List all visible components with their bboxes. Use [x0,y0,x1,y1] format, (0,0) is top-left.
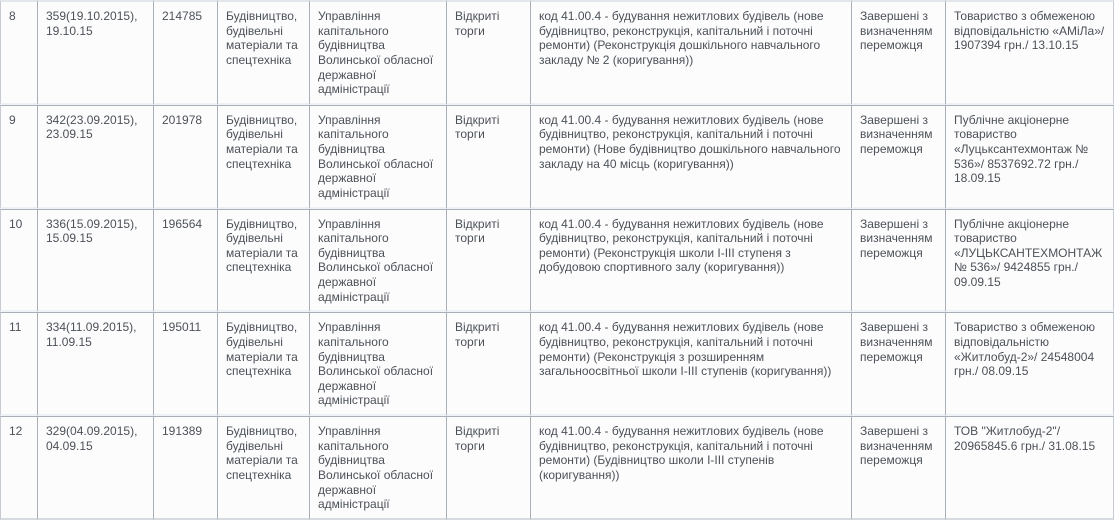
table-row [0,312,1114,416]
cell-tender-id: 214785 [154,0,218,105]
cell-row-number: 8 [0,0,38,105]
cell-procedure-type: Відкриті торги [447,209,531,313]
table-row [0,105,1114,209]
cell-status: Завершені з визначенням переможця [852,209,946,313]
cell-customer: Управління капітального будівництва Волинської обласної державної адміністрації [310,0,447,105]
cell-winner: Товариство з обмеженою відповідальністю «АМіЛа»/ 1907394 грн./ 13.10.15 [946,0,1114,105]
cell-row-number: 11 [0,312,38,416]
cell-category: Будівництво, будівельні матеріали та спецтехніка [218,209,310,313]
cell-row-number: 12 [0,416,38,520]
cell-status: Завершені з визначенням переможця [852,0,946,105]
table-row [0,209,1114,313]
cell-winner: ТОВ "Житлобуд-2"/ 20965845.6 грн./ 31.08.15 [946,416,1114,520]
cell-order-date: 336(15.09.2015), 15.09.15 [38,209,154,313]
cell-customer: Управління капітального будівництва Волинської обласної державної адміністрації [310,416,447,520]
cell-customer: Управління капітального будівництва Волинської обласної державної адміністрації [310,209,447,313]
cell-order-date: 329(04.09.2015), 04.09.15 [38,416,154,520]
cell-row-number: 9 [0,105,38,209]
cell-subject: код 41.00.4 - будування нежитлових будівель (нове будівництво, реконструкція, капітальний і поточні ремонти) (Будівництво школи I-III ступенів (коригування)) [531,416,852,520]
cell-procedure-type: Відкриті торги [447,105,531,209]
cell-subject: код 41.00.4 - будування нежитлових будівель (нове будівництво, реконструкція, капітальний і поточні ремонти) (Реконструкція школи I-III ступеня з добудовою спортивного залу (коригування)) [531,209,852,313]
cell-subject: код 41.00.4 - будування нежитлових будівель (нове будівництво, реконструкція, капітальний і поточні ремонти) (Нове будівництво дошкільного навчального закладу на 40 місць (коригування)) [531,105,852,209]
cell-procedure-type: Відкриті торги [447,416,531,520]
cell-tender-id: 195011 [154,312,218,416]
cell-status: Завершені з визначенням переможця [852,312,946,416]
cell-customer: Управління капітального будівництва Волинської обласної державної адміністрації [310,312,447,416]
cell-category: Будівництво, будівельні матеріали та спецтехніка [218,105,310,209]
cell-procedure-type: Відкриті торги [447,312,531,416]
table-row [0,416,1114,520]
cell-order-date: 359(19.10.2015), 19.10.15 [38,0,154,105]
cell-status: Завершені з визначенням переможця [852,416,946,520]
cell-tender-id: 196564 [154,209,218,313]
cell-winner: Публічне акціонерне товариство «Луцьксантехмонтаж № 536»/ 8537692.72 грн./ 18.09.15 [946,105,1114,209]
cell-tender-id: 191389 [154,416,218,520]
cell-customer: Управління капітального будівництва Волинської обласної державної адміністрації [310,105,447,209]
cell-winner: Товариство з обмеженою відповідальністю «Житлобуд-2»/ 24548004 грн./ 08.09.15 [946,312,1114,416]
cell-category: Будівництво, будівельні матеріали та спецтехніка [218,0,310,105]
cell-subject: код 41.00.4 - будування нежитлових будівель (нове будівництво, реконструкція, капітальний і поточні ремонти) (Реконструкція дошкільного навчального закладу № 2 (коригування)) [531,0,852,105]
cell-order-date: 334(11.09.2015), 11.09.15 [38,312,154,416]
cell-order-date: 342(23.09.2015), 23.09.15 [38,105,154,209]
cell-subject: код 41.00.4 - будування нежитлових будівель (нове будівництво, реконструкція, капітальний і поточні ремонти) (Реконструкція з розширенням загальноосвітньої школи I-III ступенів (коригування)) [531,312,852,416]
cell-category: Будівництво, будівельні матеріали та спецтехніка [218,312,310,416]
cell-status: Завершені з визначенням переможця [852,105,946,209]
cell-tender-id: 201978 [154,105,218,209]
cell-procedure-type: Відкриті торги [447,0,531,105]
table-row [0,0,1114,105]
cell-row-number: 10 [0,209,38,313]
cell-winner: Публічне акціонерне товариство «ЛУЦЬКСАНТЕХМОНТАЖ № 536»/ 9424855 грн./ 09.09.15 [946,209,1114,313]
cell-category: Будівництво, будівельні матеріали та спецтехніка [218,416,310,520]
